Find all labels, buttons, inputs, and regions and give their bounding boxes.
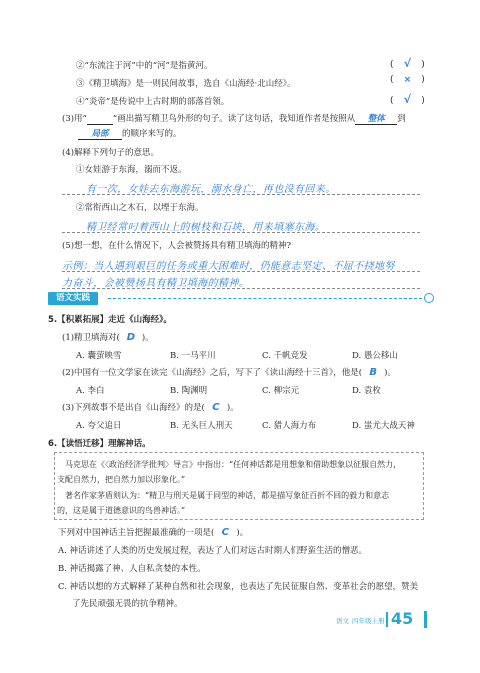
q5-sub3-option-a: A. 夸父追日 — [76, 421, 122, 431]
quote-box — [54, 452, 424, 520]
q4-title: (4)解释下列句子的意思。 — [62, 148, 160, 158]
q3-to: 到 — [397, 114, 406, 124]
q5-heading — [48, 313, 172, 325]
q6-option-a: A. 神话讲述了人类的历史发展过程，表达了人们对远古时期人们野蛮生活的憎恶。 — [58, 546, 368, 556]
judge-item-2 — [76, 59, 212, 71]
judge-answer: × — [403, 75, 412, 85]
q5-sub2-option-c: C. 柳宗元 — [262, 386, 300, 396]
footer-subject: 语文 — [336, 617, 349, 625]
quote-1-line-2: 支配自然力，把自然力加以形象化。” — [57, 475, 186, 484]
quote-2-line-1: 著名作家茅盾则认为：“精卫与刑天是属于同型的神话，都是描写象征百折不回的毅力和意志 — [65, 491, 390, 500]
judge-answer-box-2: ( √ ) — [390, 57, 425, 70]
answer-rule — [62, 194, 420, 195]
q5-sub3-answer: C — [212, 402, 220, 413]
q5-think-answer-1: 示例：当人遇到艰巨的任务或重大困难时，仍能意志坚定、不屈不挠地努 — [62, 261, 395, 272]
circle-icon — [424, 293, 434, 303]
q5-title: 【积累拓展】走近《山海经》。 — [57, 315, 172, 325]
q5-sub1 — [62, 331, 154, 343]
q4-sentence-2: ②常衔西山之木石，以堙于东海。 — [76, 203, 204, 213]
q4-answer-2: 精卫经常叼着西山上的树枝和石块，用来填塞东海。 — [86, 222, 326, 233]
judge-answer: √ — [403, 93, 412, 106]
q3-line2 — [78, 127, 182, 140]
quote-2-line-2: 的，这是属于道德意识的鸟兽神话。” — [57, 506, 186, 515]
footer-end-bar — [424, 611, 427, 628]
q5-sub3-option-c: C. 猎人海力布 — [262, 421, 317, 431]
answer-rule — [62, 271, 420, 272]
q6-title: 【读悟迁移】理解神话。 — [57, 439, 151, 449]
q5-sub2-option-b: B. 陶渊明 — [170, 386, 208, 396]
q5-sub2-text: (2)中国有一位文学家在读完《山海经》之后，写下了《读山海经十三首》，他是( — [62, 368, 363, 378]
q3-text: ”画出描写精卫鸟外形的句子。读了这句话，我知道作者是按照从 — [112, 114, 356, 124]
q3-answer-1: 整体 — [367, 114, 385, 124]
judge-item-4 — [76, 95, 229, 107]
q5-sub3-option-b: B. 无头巨人刑天 — [170, 421, 233, 431]
judge-answer: √ — [403, 57, 412, 70]
q6-option-c-line-1: C. 神话以想的方式解释了某种自然和社会现象，也表达了先民征服自然、变革社会的愿望，赞美 — [58, 582, 419, 592]
q6-option-b: B. 神话揭露了神、人自私贪婪的本性。 — [58, 564, 206, 574]
q5-sub2-option-d: D. 袁枚 — [352, 386, 381, 396]
q3-prefix: (3)用“ — [62, 114, 87, 124]
q5-sub1-option-b: B. 一马平川 — [170, 351, 216, 361]
q5-sub1-text: (1)精卫填海对( — [62, 333, 120, 343]
judge-item-text: ④“炎帝”是传说中上古时期的部落首领。 — [76, 97, 230, 107]
q3-answer-2: 局部 — [91, 129, 109, 139]
judge-answer-box-4: ( √ ) — [390, 93, 425, 106]
banner-divider — [108, 298, 422, 299]
q4-sentence-1: ①女娃游于东海，溺而不返。 — [76, 165, 187, 175]
page-number: 45 — [391, 609, 414, 628]
judge-item-text: ②“东流注于河”中的“河”是指黄河。 — [76, 61, 213, 71]
q6-question-text: 下列对中国神话主旨把握最准确的一项是( — [58, 528, 215, 538]
judge-answer-box-3: ( × ) — [390, 75, 425, 85]
q3-line1 — [62, 112, 406, 125]
q5-sub2 — [62, 366, 396, 378]
q3-text-2: 的顺序来写的。 — [122, 129, 182, 139]
q5-sub3 — [62, 401, 239, 413]
q5-sub2-option-a: A. 李白 — [76, 386, 105, 396]
q5-sub1-option-c: C. 千帆竞发 — [262, 351, 308, 361]
q5-sub3-end: )。 — [226, 403, 239, 413]
q6-answer: C — [221, 527, 229, 538]
q6-question — [58, 526, 248, 538]
q5-number: 5. — [48, 315, 58, 325]
q5-sub1-answer: D — [126, 332, 136, 343]
q4-answer-1: 有一次，女娃去东海游玩，溺水身亡，再也没有回来。 — [86, 184, 336, 195]
q5-sub1-end: )。 — [141, 333, 154, 343]
footer-divider — [386, 612, 388, 627]
q6-question-end: )。 — [236, 528, 249, 538]
judge-item-text: ③《精卫填海》是一则民间故事，选自《山海经·北山经》。 — [76, 79, 296, 89]
q5-sub1-option-a: A. 囊萤映雪 — [76, 351, 122, 361]
answer-rule — [62, 288, 420, 289]
q5-think-answer-2: 力奋斗，会被赞扬具有精卫填海的精神。 — [62, 278, 250, 289]
q6-option-c-line-2: 了先民顽强无畏的抗争精神。 — [72, 599, 183, 609]
q5-sub3-text: (3)下列故事不是出自《山海经》的是( — [62, 403, 205, 413]
quote-1-line-1: 马克思在《〈政治经济学批判〉导言》中指出：“任何神话都是用想象和借助想象以征服自然力， — [65, 460, 402, 469]
q5-sub2-answer: B — [369, 367, 377, 378]
q5-sub1-option-d: D. 愚公移山 — [352, 351, 398, 361]
q6-number: 6. — [48, 439, 58, 449]
section-banner-label: 语文实践 — [48, 292, 98, 305]
judge-item-3 — [76, 77, 295, 89]
footer-grade: 四年级上册 — [352, 617, 385, 625]
q6-heading — [48, 437, 151, 449]
q5-sub3-option-d: D. 蚩尤大战天神 — [352, 421, 415, 431]
section-banner — [48, 292, 434, 305]
q5-sub2-end: )。 — [384, 368, 396, 378]
answer-rule — [62, 232, 420, 233]
q5-think-title: (5)想一想，在什么情况下，人会被赞扬具有精卫填海的精神? — [62, 241, 292, 251]
underline-sample — [87, 114, 113, 125]
